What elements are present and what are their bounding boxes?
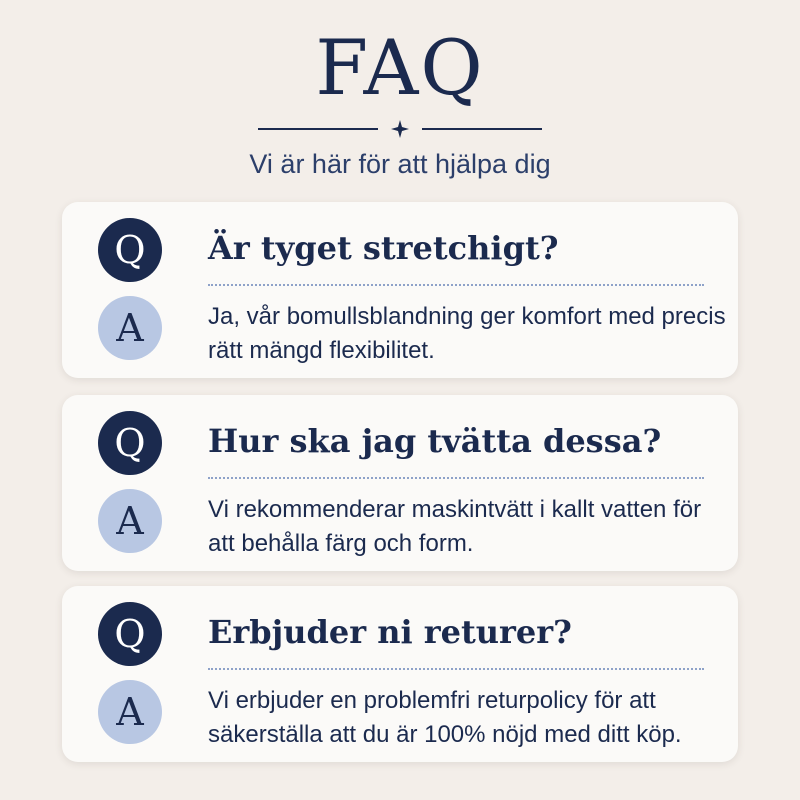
sparkle-icon [391, 120, 409, 138]
answer-badge: A [98, 489, 162, 553]
dotted-divider [208, 284, 704, 286]
divider-line-right [422, 128, 542, 130]
faq-answer: Vi rekommenderar maskintvätt i kallt vatten för att behålla färg och form. [208, 496, 702, 557]
faq-card [62, 395, 738, 571]
faq-question: Är tyget stretchigt? [208, 229, 559, 267]
faq-question: Hur ska jag tvätta dessa? [208, 422, 662, 460]
page-subtitle: Vi är här för att hjälpa dig [249, 149, 551, 179]
title-divider [258, 120, 542, 138]
page-title: FAQ [315, 23, 485, 112]
answer-badge: A [98, 296, 162, 360]
answer-badge: A [98, 680, 162, 744]
question-badge: Q [98, 411, 162, 475]
divider-line-left [258, 128, 378, 130]
faq-answer: Vi erbjuder en problemfri returpolicy för att säkerställa att du är 100% nöjd med ditt köp. [208, 687, 682, 748]
dotted-divider [208, 668, 704, 670]
faq-card [62, 586, 738, 762]
faq-question: Erbjuder ni returer? [208, 613, 572, 651]
question-badge: Q [98, 218, 162, 282]
faq-answer: Ja, vår bomullsblandning ger komfort med precis rätt mängd flexibilitet. [208, 303, 726, 364]
question-badge: Q [98, 602, 162, 666]
dotted-divider [208, 477, 704, 479]
faq-card [62, 202, 738, 378]
